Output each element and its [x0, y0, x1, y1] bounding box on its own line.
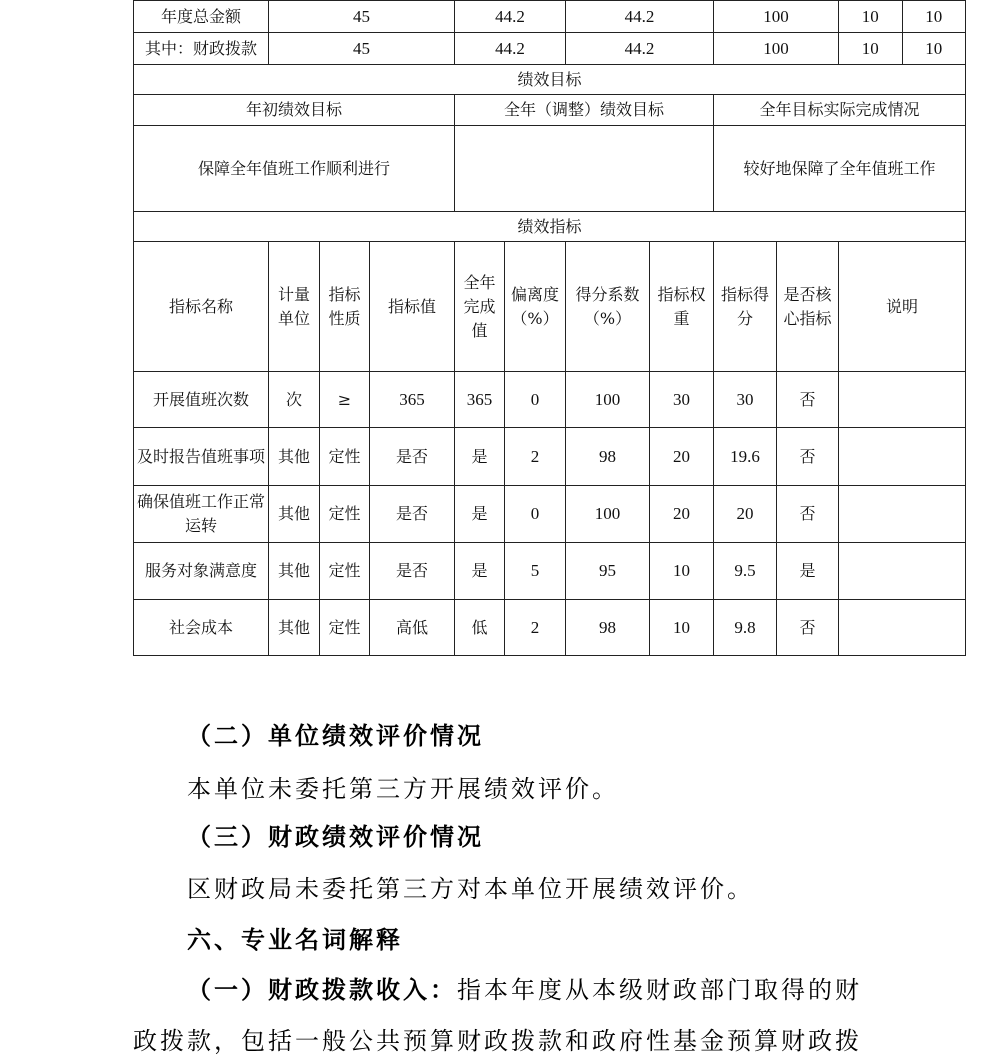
indicator-cell: 高低 — [370, 600, 455, 656]
goals-section-title: 绩效目标 — [134, 65, 966, 95]
indicator-header: 指标得分 — [714, 242, 777, 372]
performance-table — [133, 0, 966, 656]
indicator-cell: 是否 — [370, 428, 455, 486]
glossary-heading: 六、专业名词解释 — [187, 925, 403, 954]
budget-value: 10 — [925, 6, 943, 26]
indicator-cell: 低 — [455, 600, 505, 656]
goals-header: 全年目标实际完成情况 — [714, 95, 966, 126]
indicator-cell: 次 — [269, 372, 320, 428]
indicator-cell: 其他 — [269, 543, 320, 600]
indicator-cell: 95 — [566, 543, 650, 600]
indicator-cell: 是否 — [370, 543, 455, 600]
indicator-cell — [839, 486, 966, 543]
indicators-header-row — [134, 242, 966, 372]
indicator-cell: 0 — [505, 486, 566, 543]
indicator-cell: 365 — [455, 372, 505, 428]
glossary-term: （一）财政拨款收入： — [187, 975, 457, 1004]
budget-value: 45 — [269, 1, 455, 33]
budget-row-total — [134, 1, 966, 33]
indicator-header: 计量单位 — [269, 242, 320, 372]
indicator-header: 得分系数（%） — [566, 242, 650, 372]
goal-actual: 较好地保障了全年值班工作 — [714, 126, 966, 212]
indicator-cell: 是 — [455, 486, 505, 543]
indicator-cell: 10 — [650, 600, 714, 656]
budget-label: 其中：财政拨款 — [134, 33, 269, 65]
budget-row-fiscal — [134, 33, 966, 65]
indicator-cell: 100 — [566, 486, 650, 543]
goals-header: 年初绩效目标 — [134, 95, 455, 126]
budget-value: 44.2 — [455, 1, 566, 33]
unit-eval-body: 本单位未委托第三方开展绩效评价。 — [187, 775, 619, 803]
goal-initial: 保障全年值班工作顺利进行 — [134, 126, 455, 212]
indicator-cell: 98 — [566, 428, 650, 486]
indicator-cell: 否 — [777, 486, 839, 543]
goals-content-row — [134, 126, 966, 212]
indicator-cell: 是 — [455, 543, 505, 600]
indicator-cell: 确保值班工作正常运转 — [134, 486, 269, 543]
performance-table-wrapper — [133, 0, 966, 656]
indicator-cell: 开展值班次数 — [134, 372, 269, 428]
goals-header: 全年（调整）绩效目标 — [455, 95, 714, 126]
budget-split-cell — [839, 1, 966, 33]
indicator-cell: 2 — [505, 600, 566, 656]
indicator-cell: 0 — [505, 372, 566, 428]
indicator-cell: 98 — [566, 600, 650, 656]
indicator-cell: ≥ — [320, 372, 370, 428]
indicator-cell: 30 — [650, 372, 714, 428]
indicator-header: 指标名称 — [134, 242, 269, 372]
unit-eval-heading: （二）单位绩效评价情况 — [187, 721, 484, 750]
budget-value: 44.2 — [455, 33, 566, 65]
indicator-row — [134, 543, 966, 600]
glossary-definition: 指本年度从本级财政部门取得的财 — [457, 976, 862, 1004]
indicator-row — [134, 486, 966, 543]
budget-value: 10 — [839, 33, 903, 64]
goals-title-row — [134, 65, 966, 95]
indicator-header: 全年完成值 — [455, 242, 505, 372]
indicator-cell: 2 — [505, 428, 566, 486]
indicators-title-row — [134, 212, 966, 242]
indicator-cell: 20 — [650, 486, 714, 543]
indicator-cell: 社会成本 — [134, 600, 269, 656]
indicator-cell: 5 — [505, 543, 566, 600]
budget-value: 45 — [269, 33, 455, 65]
finance-eval-body: 区财政局未委托第三方对本单位开展绩效评价。 — [187, 875, 754, 903]
goals-header-row — [134, 95, 966, 126]
indicator-cell — [839, 372, 966, 428]
budget-split-cell — [839, 33, 966, 65]
indicator-cell: 9.8 — [714, 600, 777, 656]
glossary-item-1-line-1 — [187, 970, 862, 1005]
budget-value: 100 — [714, 33, 839, 65]
indicator-cell: 其他 — [269, 486, 320, 543]
budget-value: 10 — [925, 38, 943, 58]
indicator-header: 指标权重 — [650, 242, 714, 372]
indicator-cell: 其他 — [269, 428, 320, 486]
goal-adjusted — [455, 126, 714, 212]
budget-value: 10 — [839, 1, 903, 32]
indicator-cell: 其他 — [269, 600, 320, 656]
indicator-header: 偏离度（%） — [505, 242, 566, 372]
indicator-cell — [839, 428, 966, 486]
indicator-cell: 否 — [777, 428, 839, 486]
indicator-cell: 20 — [650, 428, 714, 486]
indicator-cell: 定性 — [320, 543, 370, 600]
indicator-header: 说明 — [839, 242, 966, 372]
budget-value: 100 — [714, 1, 839, 33]
glossary-item-1-line-2: 政拨款，包括一般公共预算财政拨款和政府性基金预算财政拨 — [133, 1027, 862, 1055]
indicator-cell: 100 — [566, 372, 650, 428]
indicator-row — [134, 372, 966, 428]
indicator-cell: 19.6 — [714, 428, 777, 486]
indicator-header: 指标性质 — [320, 242, 370, 372]
indicator-cell: 否 — [777, 372, 839, 428]
indicator-cell: 服务对象满意度 — [134, 543, 269, 600]
indicator-cell: 定性 — [320, 600, 370, 656]
indicator-row — [134, 428, 966, 486]
budget-value: 44.2 — [566, 33, 714, 65]
indicator-cell: 否 — [777, 600, 839, 656]
indicator-header: 指标值 — [370, 242, 455, 372]
indicator-cell: 定性 — [320, 486, 370, 543]
indicator-header: 是否核心指标 — [777, 242, 839, 372]
budget-label: 年度总金额 — [134, 1, 269, 33]
budget-value: 44.2 — [566, 1, 714, 33]
indicator-cell: 10 — [650, 543, 714, 600]
indicator-cell: 是 — [455, 428, 505, 486]
indicator-cell: 9.5 — [714, 543, 777, 600]
indicator-cell: 是否 — [370, 486, 455, 543]
indicator-cell: 365 — [370, 372, 455, 428]
indicators-section-title: 绩效指标 — [134, 212, 966, 242]
indicator-cell: 30 — [714, 372, 777, 428]
indicator-cell: 20 — [714, 486, 777, 543]
indicator-cell: 定性 — [320, 428, 370, 486]
indicator-row — [134, 600, 966, 656]
finance-eval-heading: （三）财政绩效评价情况 — [187, 822, 484, 851]
indicator-cell — [839, 543, 966, 600]
indicator-cell: 是 — [777, 543, 839, 600]
indicator-cell — [839, 600, 966, 656]
indicator-cell: 及时报告值班事项 — [134, 428, 269, 486]
